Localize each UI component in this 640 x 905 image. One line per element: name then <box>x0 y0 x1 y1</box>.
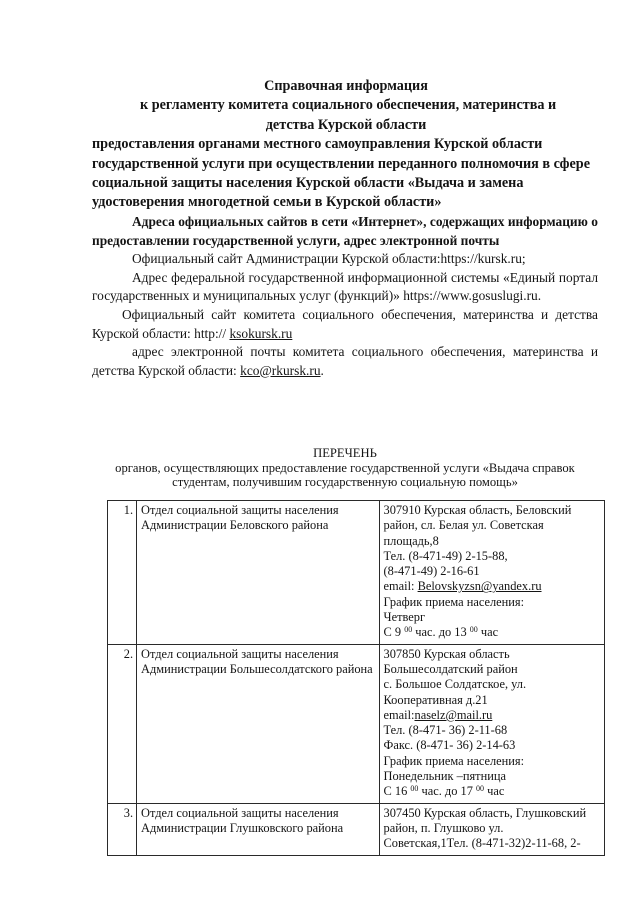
table-row <box>108 803 605 855</box>
email-paragraph <box>92 343 598 380</box>
office-phone: Тел. (8-471-49) 2-15-88, <box>383 548 508 563</box>
row-number: 2. <box>108 644 137 803</box>
admin-site-paragraph: Официальный сайт Администрации Курской области:https://kursk.ru; <box>132 251 526 267</box>
gosuslugi-paragraph: Адрес федеральной государственной информационной системы «Единый портал государственных и муниципальных услуг (функций)» https://www.gosuslugi.ru. <box>92 269 598 304</box>
perechen-caption <box>92 446 598 490</box>
committee-site-text: Официальный сайт комитета социального обеспечения, материнства и детства Курской области: http:// <box>92 306 598 341</box>
office-fax: Факс. (8-471- 36) 2-14-63 <box>383 738 516 753</box>
office-email-link[interactable]: naselz@mail.ru <box>414 707 493 722</box>
email-suffix: . <box>320 362 324 378</box>
official-sites-heading: Адреса официальных сайтов в сети «Интернет», содержащих информацию о предоставлении государственной услуги, адрес электронной почты <box>92 214 598 248</box>
office-address-2: район, п. Глушково ул. <box>383 820 504 835</box>
office-phone: Тел. (8-471- 36) 2-11-68 <box>383 723 508 738</box>
schedule-hours <box>384 625 600 640</box>
office-address: 307910 Курская область, Беловский район, сл. Белая ул. Советская площадь,8 <box>383 503 572 548</box>
office-email-line <box>384 579 600 594</box>
hours-mid: час. до 17 <box>418 784 476 799</box>
table-row <box>108 501 605 645</box>
office-contacts <box>379 501 604 645</box>
schedule-days: Понедельник –пятница <box>383 769 506 784</box>
office-address-3: Советская,1Тел. (8-471-32)2-11-68, 2- <box>383 836 581 851</box>
document-title <box>86 77 606 213</box>
office-address-2: Большесолдатский район <box>383 661 518 676</box>
office-email-label: email: <box>383 579 418 594</box>
hours-from-minutes: 00 <box>404 625 413 635</box>
offices-table <box>107 500 605 856</box>
email-text: адрес электронной почты комитета социального обеспечения, материнства и детства Курской области: <box>92 344 598 378</box>
row-number: 3. <box>108 803 137 855</box>
office-address-4: Кооперативная д.21 <box>383 692 488 707</box>
schedule-label: График приема населения: <box>383 753 525 768</box>
hours-from-minutes: 00 <box>410 784 419 794</box>
office-name: Отдел социальной защиты населения Администрации Беловского района <box>137 501 379 645</box>
committee-site-paragraph <box>92 306 598 343</box>
hours-to-minutes: 00 <box>469 625 478 635</box>
hours-end: час <box>477 625 499 640</box>
hours-from: С 9 <box>383 625 405 640</box>
office-contacts <box>379 644 604 803</box>
office-contacts <box>379 803 604 855</box>
committee-site-link[interactable]: ksokursk.ru <box>229 325 293 341</box>
office-email-link[interactable]: Belovskyzsn@yandex.ru <box>417 579 542 594</box>
schedule-label: График приема населения: <box>383 594 525 609</box>
hours-to-minutes: 00 <box>476 784 484 794</box>
table-row <box>108 644 605 803</box>
title-line-1: Справочная информация <box>264 78 428 94</box>
schedule-days: Четверг <box>383 610 426 625</box>
office-address-3: с. Большое Солдатское, ул. <box>383 677 527 692</box>
office-name: Отдел социальной защиты населения Администрации Большесолдатского района <box>137 644 379 803</box>
committee-email-link[interactable]: kco@rkursk.ru <box>240 362 321 378</box>
office-email-label: email: <box>383 707 415 722</box>
office-name: Отдел социальной защиты населения Администрации Глушковского района <box>137 803 379 855</box>
office-email-line <box>384 708 600 723</box>
perechen-line-1: органов, осуществляющих предоставление государственной услуги «Выдача справок <box>115 460 575 475</box>
perechen-title: ПЕРЕЧЕНЬ <box>313 446 377 460</box>
title-line-4: предоставления органами местного самоуправления Курской области государственной услуги при осуществлении переданного полномочия в сфере социальной защиты населения Курской области «Выдача и замена удостоверения многодетной семьи в Курской области» <box>92 136 590 211</box>
row-number: 1. <box>108 501 137 645</box>
schedule-hours <box>384 784 600 799</box>
office-phone-2: (8-471-49) 2-16-61 <box>383 564 480 579</box>
hours-from: С 16 <box>383 784 411 799</box>
perechen-line-2: студентам, получившим государственную социальную помощь» <box>172 475 518 490</box>
title-line-3: детства Курской области <box>265 116 427 133</box>
hours-mid: час. до 13 <box>412 625 470 640</box>
hours-end: час <box>484 784 505 799</box>
official-sites-section <box>92 213 598 380</box>
office-address-1: 307450 Курская область, Глушковский <box>383 805 587 820</box>
title-line-2: к регламенту комитета социального обеспечения, материнства и <box>140 97 557 114</box>
office-address-1: 307850 Курская область <box>383 646 510 661</box>
